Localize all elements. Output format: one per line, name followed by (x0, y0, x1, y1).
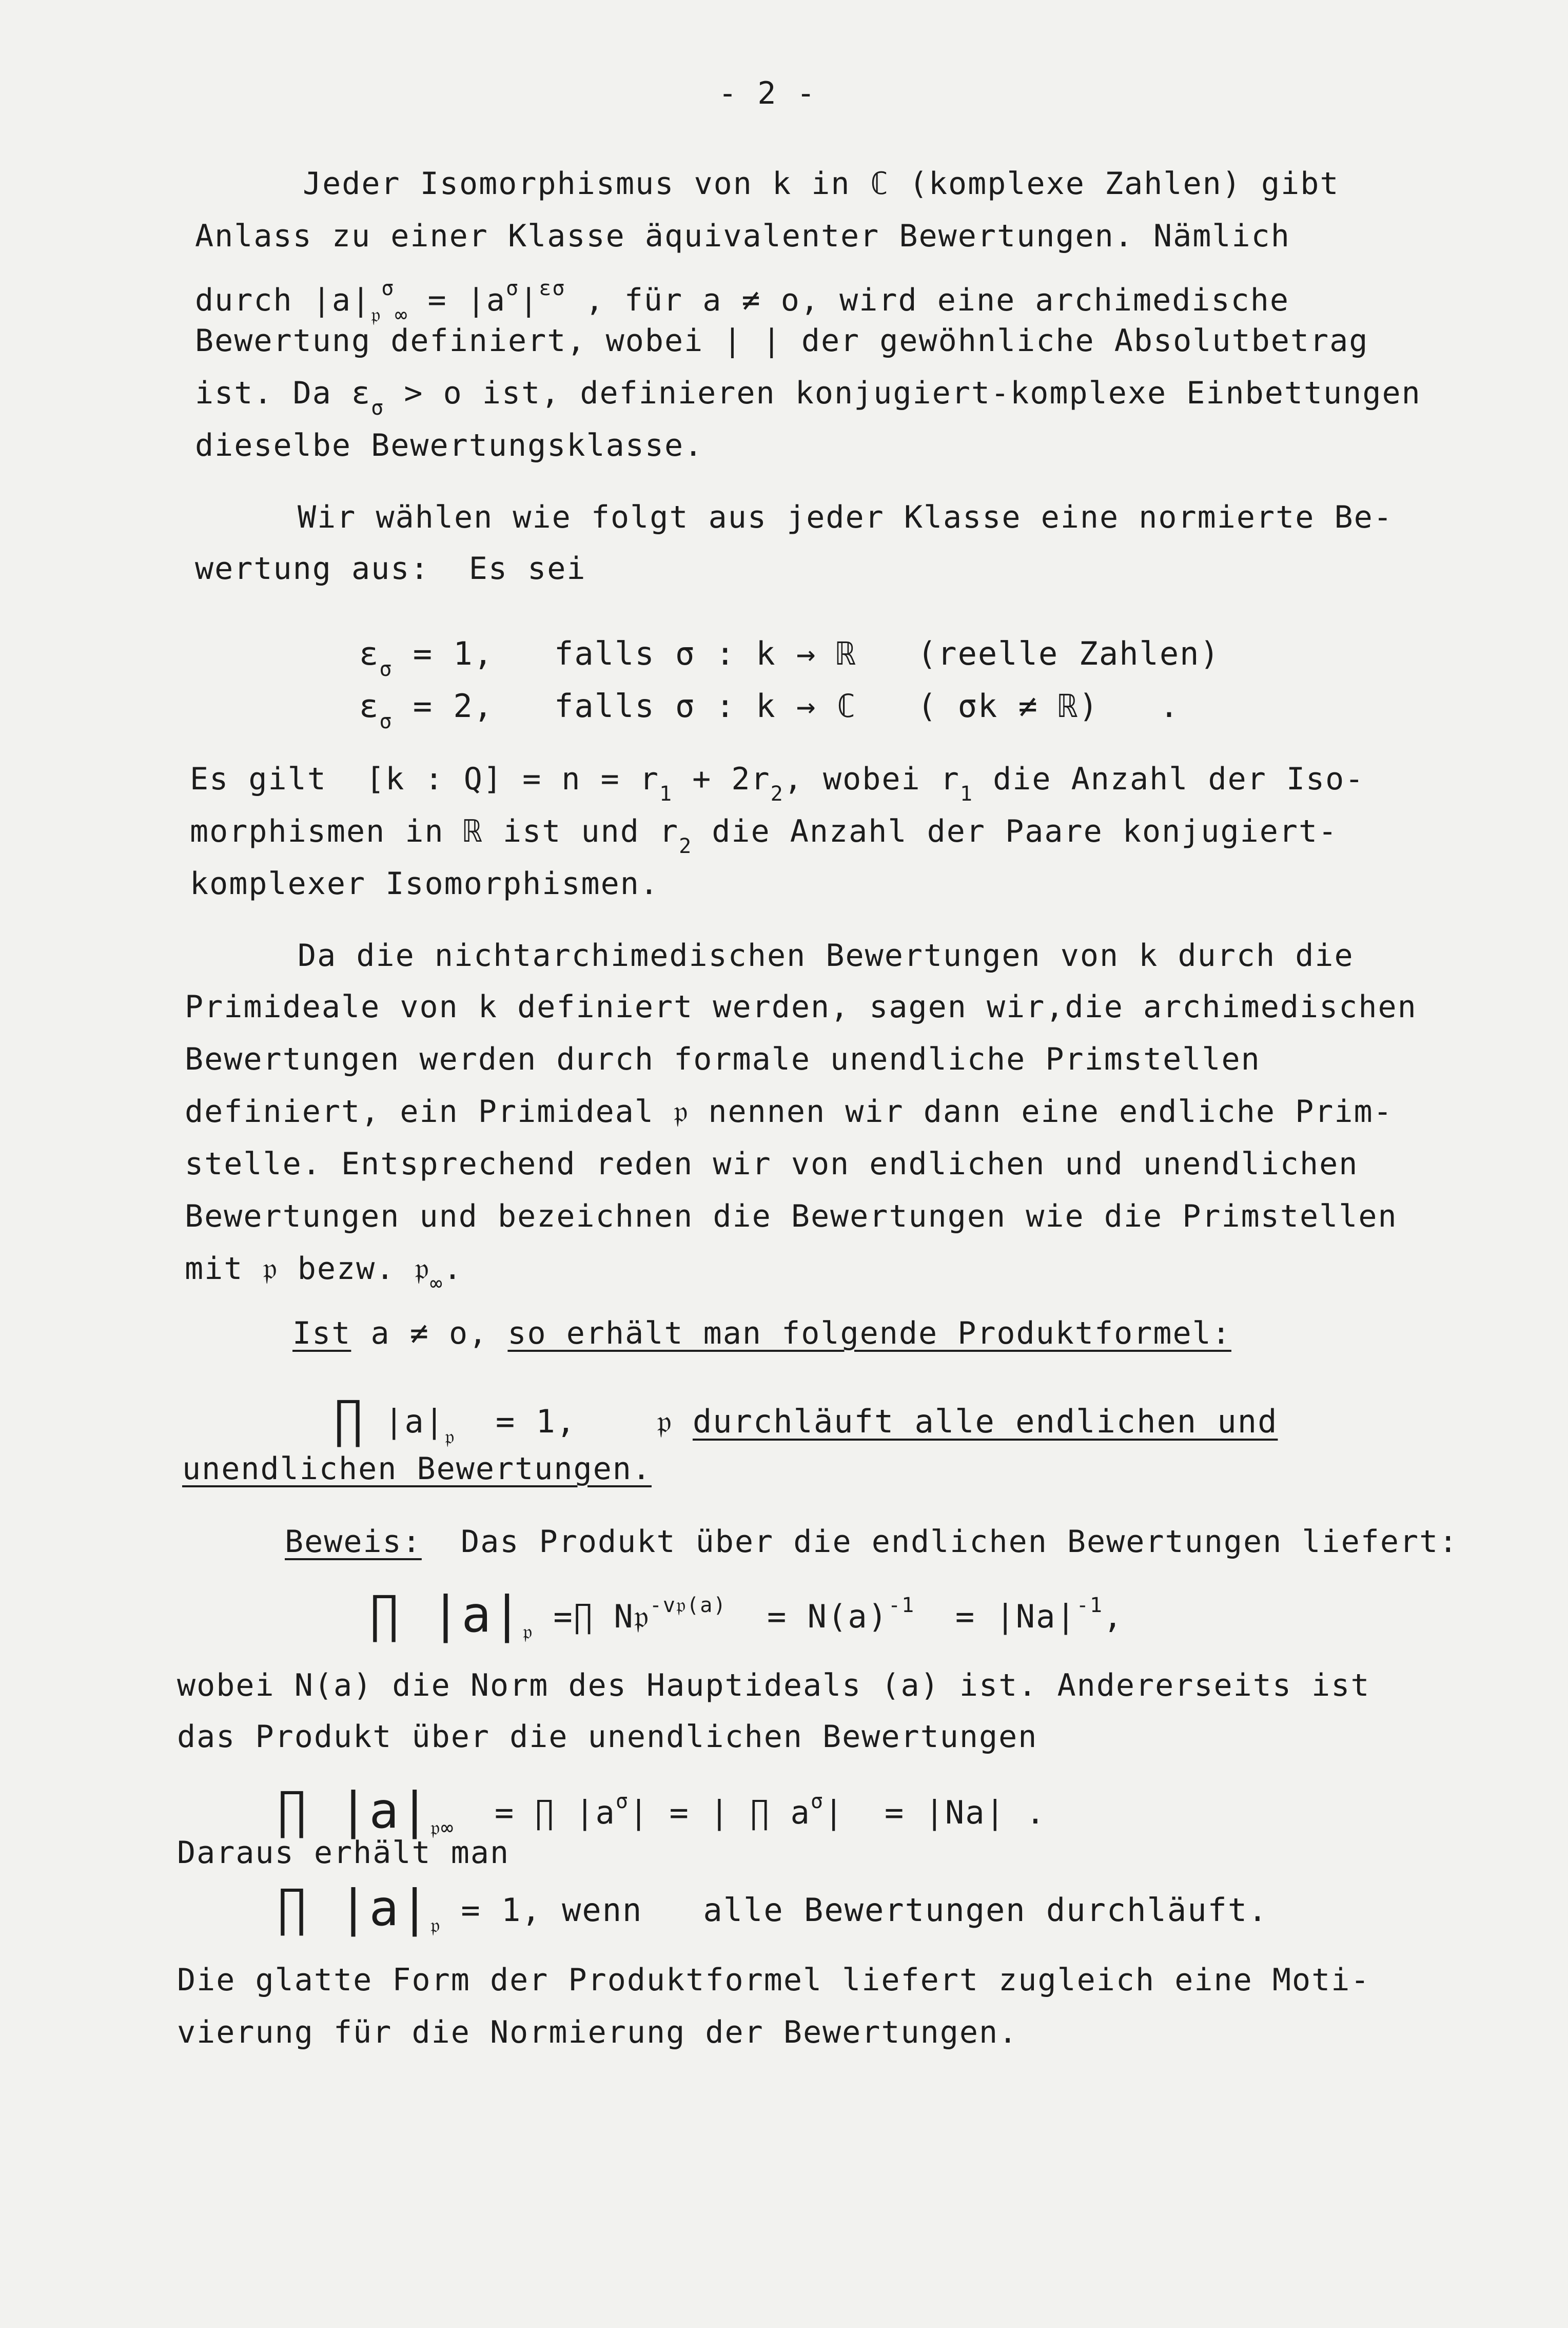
p4-line-7: mit 𝔭 bezw. 𝔭$_\infty$. (185, 1251, 463, 1295)
proof-equation-finite: ∏ $|a|_𝔭$ =∏ N𝔭$^{-v𝔭(a)}$ = $N(a)^{-1} = |Na|^{-1}$, (369, 1586, 1124, 1644)
proof-line-4: Daraus erhält man (177, 1835, 510, 1871)
p3-line-1: Es gilt [k : $Q] = n = r_1 + 2r_2$, wobei $r_1$ die Anzahl der Iso- (190, 761, 1365, 806)
p5-line: Ist a ≠ o, so erhält man folgende Produktformel: (292, 1315, 1231, 1351)
p4-line-2: Primideale von k definiert werden, sagen wir,die archimedischen (185, 989, 1417, 1025)
proof-equation-all: ∏ $|a|_𝔭 = 1$, wenn alle Bewertungen durchläuft. (277, 1879, 1268, 1937)
p2-line-2: wertung aus: Es sei (195, 551, 586, 587)
product-formula: ∏ $|a|_𝔭 = 1$, 𝔭 durchläuft alle endlichen und (334, 1391, 1278, 1449)
p4-line-3: Bewertungen werden durch formale unendliche Primstellen (185, 1041, 1261, 1077)
p1-line-1: Jeder Isomorphismus von k in ℂ (komplexe Zahlen) gibt (303, 166, 1340, 202)
proof-line-5: Die glatte Form der Produktformel liefert zugleich eine Moti- (177, 1962, 1370, 1998)
p3-line-3: komplexer Isomorphismen. (190, 866, 659, 902)
p1-line-3: durch $|a|_𝔭^\sigma_\infty = |a^\sigma|^{\varepsilon\sigma}$ , für a ≠ o, wird eine archimedische (195, 277, 1289, 327)
p3-line-2: morphismen in ℝ ist und $r_2$ die Anzahl der Paare konjugiert- (190, 813, 1338, 858)
proof-line-1: Beweis: Das Produkt über die endlichen Bewertungen liefert: (285, 1524, 1459, 1560)
epsilon-equation-complex: $\varepsilon_\sigma = 2$, falls σ : k → ℂ ( σk ≠ ℝ) . (359, 687, 1180, 733)
p1-line-5: ist. Da $\varepsilon_\sigma > o$ ist, definieren konjugiert-komplexe Einbettungen (195, 375, 1421, 420)
p4-line-4: definiert, ein Primideal 𝔭 nennen wir dann eine endliche Prim- (185, 1094, 1393, 1130)
p4-line-1: Da die nichtarchimedischen Bewertungen von k durch die (298, 938, 1354, 974)
epsilon-equation-real: $\varepsilon_\sigma = 1$, falls σ : k → ℝ (reelle Zahlen) (359, 635, 1220, 681)
product-formula-continuation: unendlichen Bewertungen. (182, 1451, 652, 1487)
p1-line-2: Anlass zu einer Klasse äquivalenter Bewertungen. Nämlich (195, 218, 1290, 254)
p1-line-6: dieselbe Bewertungsklasse. (195, 428, 704, 463)
proof-equation-infinite: ∏ $|a|_{𝔭\infty}$ = ∏ $|a^\sigma|$ = | ∏ $a^\sigma| = |Na|$ . (277, 1782, 1046, 1840)
p1-line-4: Bewertung definiert, wobei | | der gewöhnliche Absolutbetrag (195, 323, 1369, 359)
page-number: - 2 - (718, 75, 816, 111)
p4-line-6: Bewertungen und bezeichnen die Bewertungen wie die Primstellen (185, 1198, 1398, 1234)
proof-line-6: vierung für die Normierung der Bewertungen. (177, 2014, 1018, 2050)
proof-line-2: wobei N(a) die Norm des Hauptideals (a) ist. Andererseits ist (177, 1667, 1370, 1703)
proof-line-3: das Produkt über die unendlichen Bewertungen (177, 1719, 1038, 1755)
p4-line-5: stelle. Entsprechend reden wir von endlichen und unendlichen (185, 1146, 1359, 1182)
p2-line-1: Wir wählen wie folgt aus jeder Klasse eine normierte Be- (298, 499, 1393, 535)
